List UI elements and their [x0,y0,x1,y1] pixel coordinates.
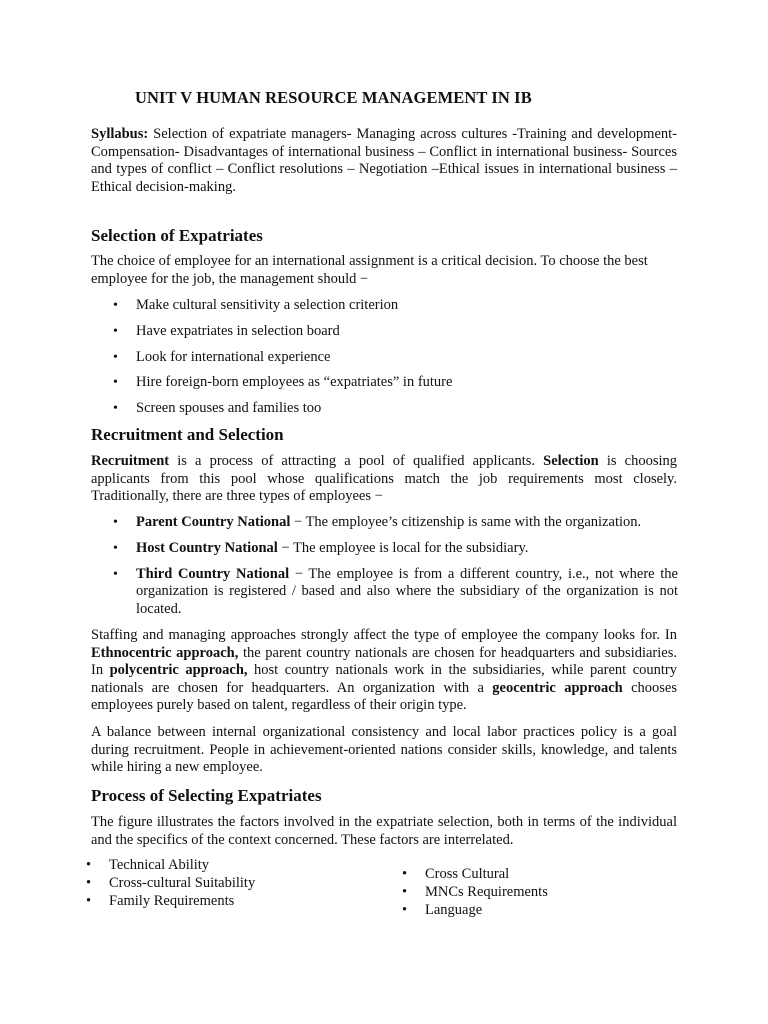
process-intro: The figure illustrates the factors involved in the expatriate selection, both in terms of the individual and the specifics of the context concerned. These factors are interrelated. [91,814,677,848]
selection-bullet-list [113,297,678,426]
list-item: • Hire foreign-born employees as “expatriates” in future [113,374,678,392]
list-item: • MNCs Requirements [402,883,548,901]
section-heading-process: Process of Selecting Expatriates [91,786,322,805]
type-text: − The employee is from a different country, i.e., not where the organization is registered / based and also where the subsidiary of the organization is not located. [136,565,678,617]
list-item: • Language [402,901,548,919]
recruitment-paragraph [91,453,677,506]
syllabus-paragraph [91,126,677,196]
recruitment-term: Recruitment [91,453,170,469]
employee-types-list [113,514,678,627]
section-heading-recruitment: Recruitment and Selection [91,425,284,444]
staffing-text: chooses employees purely based on talent, regardless of their origin type. [91,679,678,714]
page-title: UNIT V HUMAN RESOURCE MANAGEMENT IN IB [135,88,532,107]
type-label: Third Country National [136,565,290,582]
list-item [113,514,678,532]
list-item: • Have expatriates in selection board [113,323,678,341]
list-item: • Look for international experience [113,349,678,367]
staffing-paragraph [91,627,677,715]
list-item: • Family Requirements [86,892,255,910]
staffing-text: Staffing and managing approaches strongly affect the type of employee the company looks for. In [91,627,677,643]
geocentric-term: geocentric approach [492,679,623,696]
list-item [113,566,678,619]
list-item [113,540,678,558]
recruitment-text: is a process of attracting a pool of qualified applicants. [169,453,544,469]
list-item: • Cross Cultural [402,865,548,883]
factor-list-right [402,865,548,919]
factor-list-left [86,856,255,910]
syllabus-text: Selection of expatriate managers- Managing across cultures -Training and development- Compensation- Disadvantages of international business – Conflict in international business- Sources and types of conflict – Conflict resolutions – Negotiation –Ethical issues in international business – Ethical decision-making. [91,126,677,195]
selection-text: is choosing applicants from this pool whose qualifications match the job requirements most closely. Traditionally, there are three types of employees − [91,453,677,505]
syllabus-label: Syllabus: [91,126,149,142]
balance-paragraph: A balance between internal organizational consistency and local labor practices policy is a goal during recruitment. People in achievement-oriented nations consider skills, knowledge, and talents while hiring a new employee. [91,724,677,776]
list-item: • Cross-cultural Suitability [86,874,255,892]
type-text: − The employee’s citizenship is same with the organization. [290,514,642,530]
selection-term: Selection [543,453,599,469]
list-item: • Screen spouses and families too [113,400,678,418]
polycentric-term: polycentric approach, [109,662,248,679]
staffing-text: host country nationals work in the subsidiaries, while parent country nationals are chosen for headquarters. An organization with a [91,662,677,696]
type-text: − The employee is local for the subsidiary. [277,539,529,556]
staffing-text: the parent country nationals are chosen for headquarters and subsidiaries. In [91,644,677,679]
ethnocentric-term: Ethnocentric approach, [91,644,239,661]
type-label: Host Country National [136,539,278,556]
selection-intro: The choice of employee for an international assignment is a critical decision. To choose the best employee for the job, the management should − [91,253,648,287]
list-item: • Make cultural sensitivity a selection criterion [113,297,678,315]
section-heading-selection: Selection of Expatriates [91,226,263,245]
list-item: • Technical Ability [86,856,255,874]
type-label: Parent Country National [136,514,291,530]
